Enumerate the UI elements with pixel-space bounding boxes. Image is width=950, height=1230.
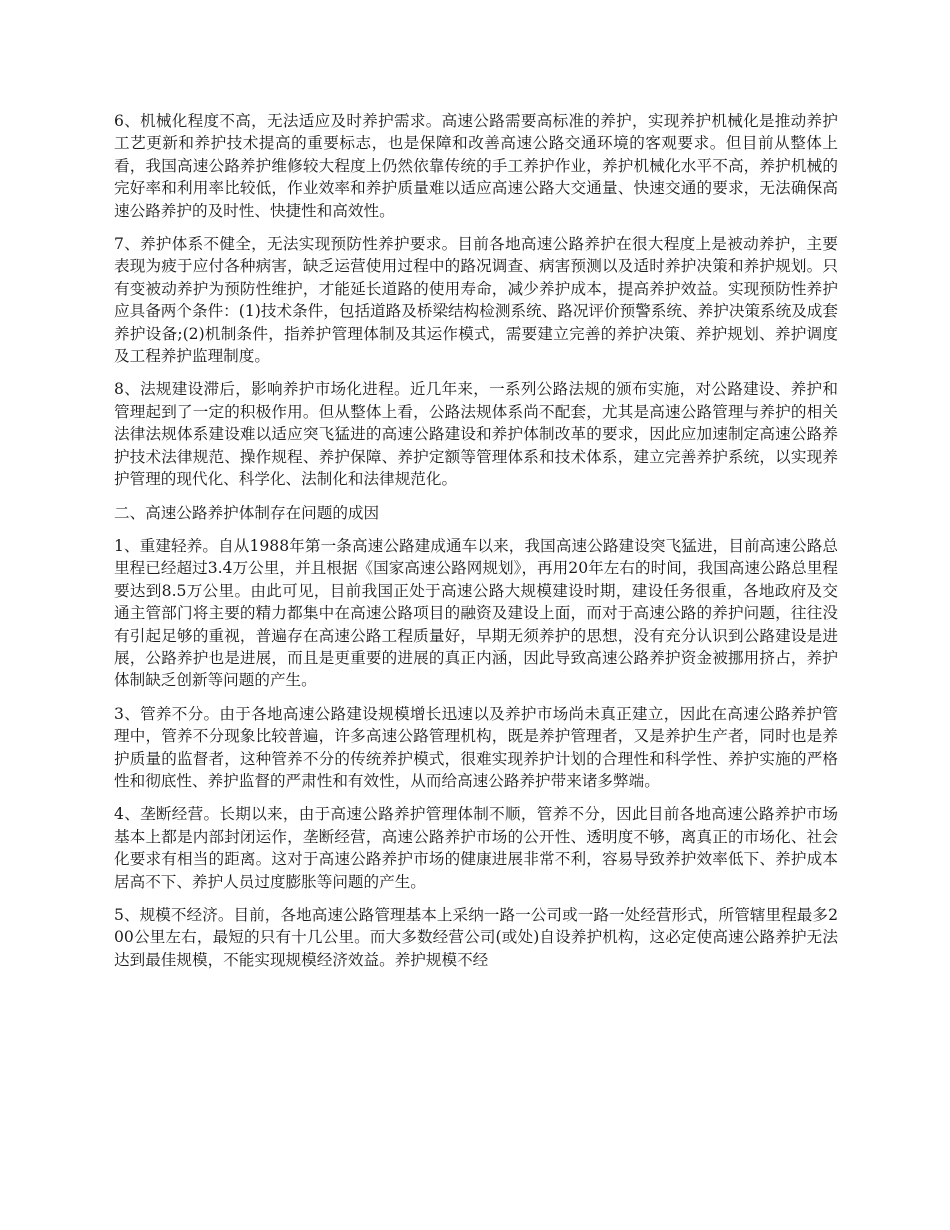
section-heading-causes: 二、高速公路养护体制存在问题的成因 bbox=[114, 503, 380, 522]
paragraph-mechanization: 6、机械化程度不高，无法适应及时养护需求。高速公路需要高标准的养护，实现养护机械化是推动养护工艺更新和养护技术提高的重要标志，也是保障和改善高速公路交通环境的客观要求。但目前从整体上看，我国高速公路养护维修较大程度上仍然依靠传统的手工养护作业，养护机械化水平不高，养护机械的完好率和利用率比较低，作业效率和养护质量难以适应高速公路大交通量、快速交通的要求，无法确保高速公路养护的及时性、快捷性和高效性。 bbox=[114, 112, 838, 220]
paragraph-scale-diseconomy: 5、规模不经济。目前，各地高速公路管理基本上采纳一路一公司或一路一处经营形式，所管辖里程最多200公里左右，最短的只有十几公里。而大多数经营公司(或处)自设养护机构，这必定使高速公路养护无法达到最佳规模，不能实现规模经济效益。养护规模不经 bbox=[114, 906, 838, 969]
paragraph-monopoly: 4、垄断经营。长期以来，由于高速公路养护管理体制不顺，管养不分，因此目前各地高速公路养护市场基本上都是内部封闭运作，垄断经营，高速公路养护市场的公开性、透明度不够，离真正的市场化、社会化要求有相当的距离。这对于高速公路养护市场的健康进展非常不利，容易导致养护效率低下、养护成本居高不下、养护人员过度膨胀等问题的产生。 bbox=[114, 805, 838, 891]
paragraph-build-over-maintain: 1、重建轻养。自从1988年第一条高速公路建成通车以来，我国高速公路建设突飞猛进，目前高速公路总里程已经超过3.4万公里，并且根据《国家高速公路网规划》，再用20年左右的时间，我国高速公路总里程要达到8.5万公里。由此可见，目前我国正处于高速公路大规模建设时期，建设任务很重，各地政府及交通主管部门将主要的精力都集中在高速公路项目的融资及建设上面，而对于高速公路的养护问题，往往没有引起足够的重视，普遍存在高速公路工程质量好，早期无须养护的思想，没有充分认识到公路建设是进展，公路养护也是进展，而且是更重要的进展的真正内涵，因此导致高速公路养护资金被挪用挤占，养护体制缺乏创新等问题的产生。 bbox=[114, 536, 838, 690]
paragraph-regulations: 8、法规建设滞后，影响养护市场化进程。近几年来，一系列公路法规的颁布实施，对公路建设、养护和管理起到了一定的积极作用。但从整体上看，公路法规体系尚不配套，尤其是高速公路管理与养护的相关法律法规体系建设难以适应突飞猛进的高速公路建设和养护体制改革的要求，因此应加速制定高速公路养护技术法律规范、操作规程、养护保障、养护定额等管理体系和技术体系，建立完善养护系统，以实现养护管理的现代化、科学化、法制化和法律规范化。 bbox=[114, 380, 838, 489]
paragraph-maintenance-system: 7、养护体系不健全，无法实现预防性养护要求。目前各地高速公路养护在很大程度上是被动养护，主要表现为疲于应付各种病害，缺乏运营使用过程中的路况调查、病害预测以及适时养护决策和养护规划。只有变被动养护为预防性维护，才能延长道路的使用寿命，减少养护成本，提高养护效益。实现预防性养护应具备两个条件：(1)技术条件，包括道路及桥梁结构检测系统、路况评价预警系统、养护决策系统及成套养护设备;(2)机制条件，指养护管理体制及其运作模式，需要建立完善的养护决策、养护规划、养护调度及工程养护监理制度。 bbox=[114, 235, 838, 366]
paragraph-management-not-separated: 3、管养不分。由于各地高速公路建设规模增长迅速以及养护市场尚未真正建立，因此在高速公路养护管理中，管养不分现象比较普遍，许多高速公路管理机构，既是养护管理者，又是养护生产者，同时也是养护质量的监督者，这种管养不分的传统养护模式，很难实现养护计划的合理性和科学性、养护实施的严格性和彻底性、养护监督的严肃性和有效性，从而给高速公路养护带来诸多弊端。 bbox=[114, 704, 838, 790]
document-body bbox=[114, 110, 838, 982]
